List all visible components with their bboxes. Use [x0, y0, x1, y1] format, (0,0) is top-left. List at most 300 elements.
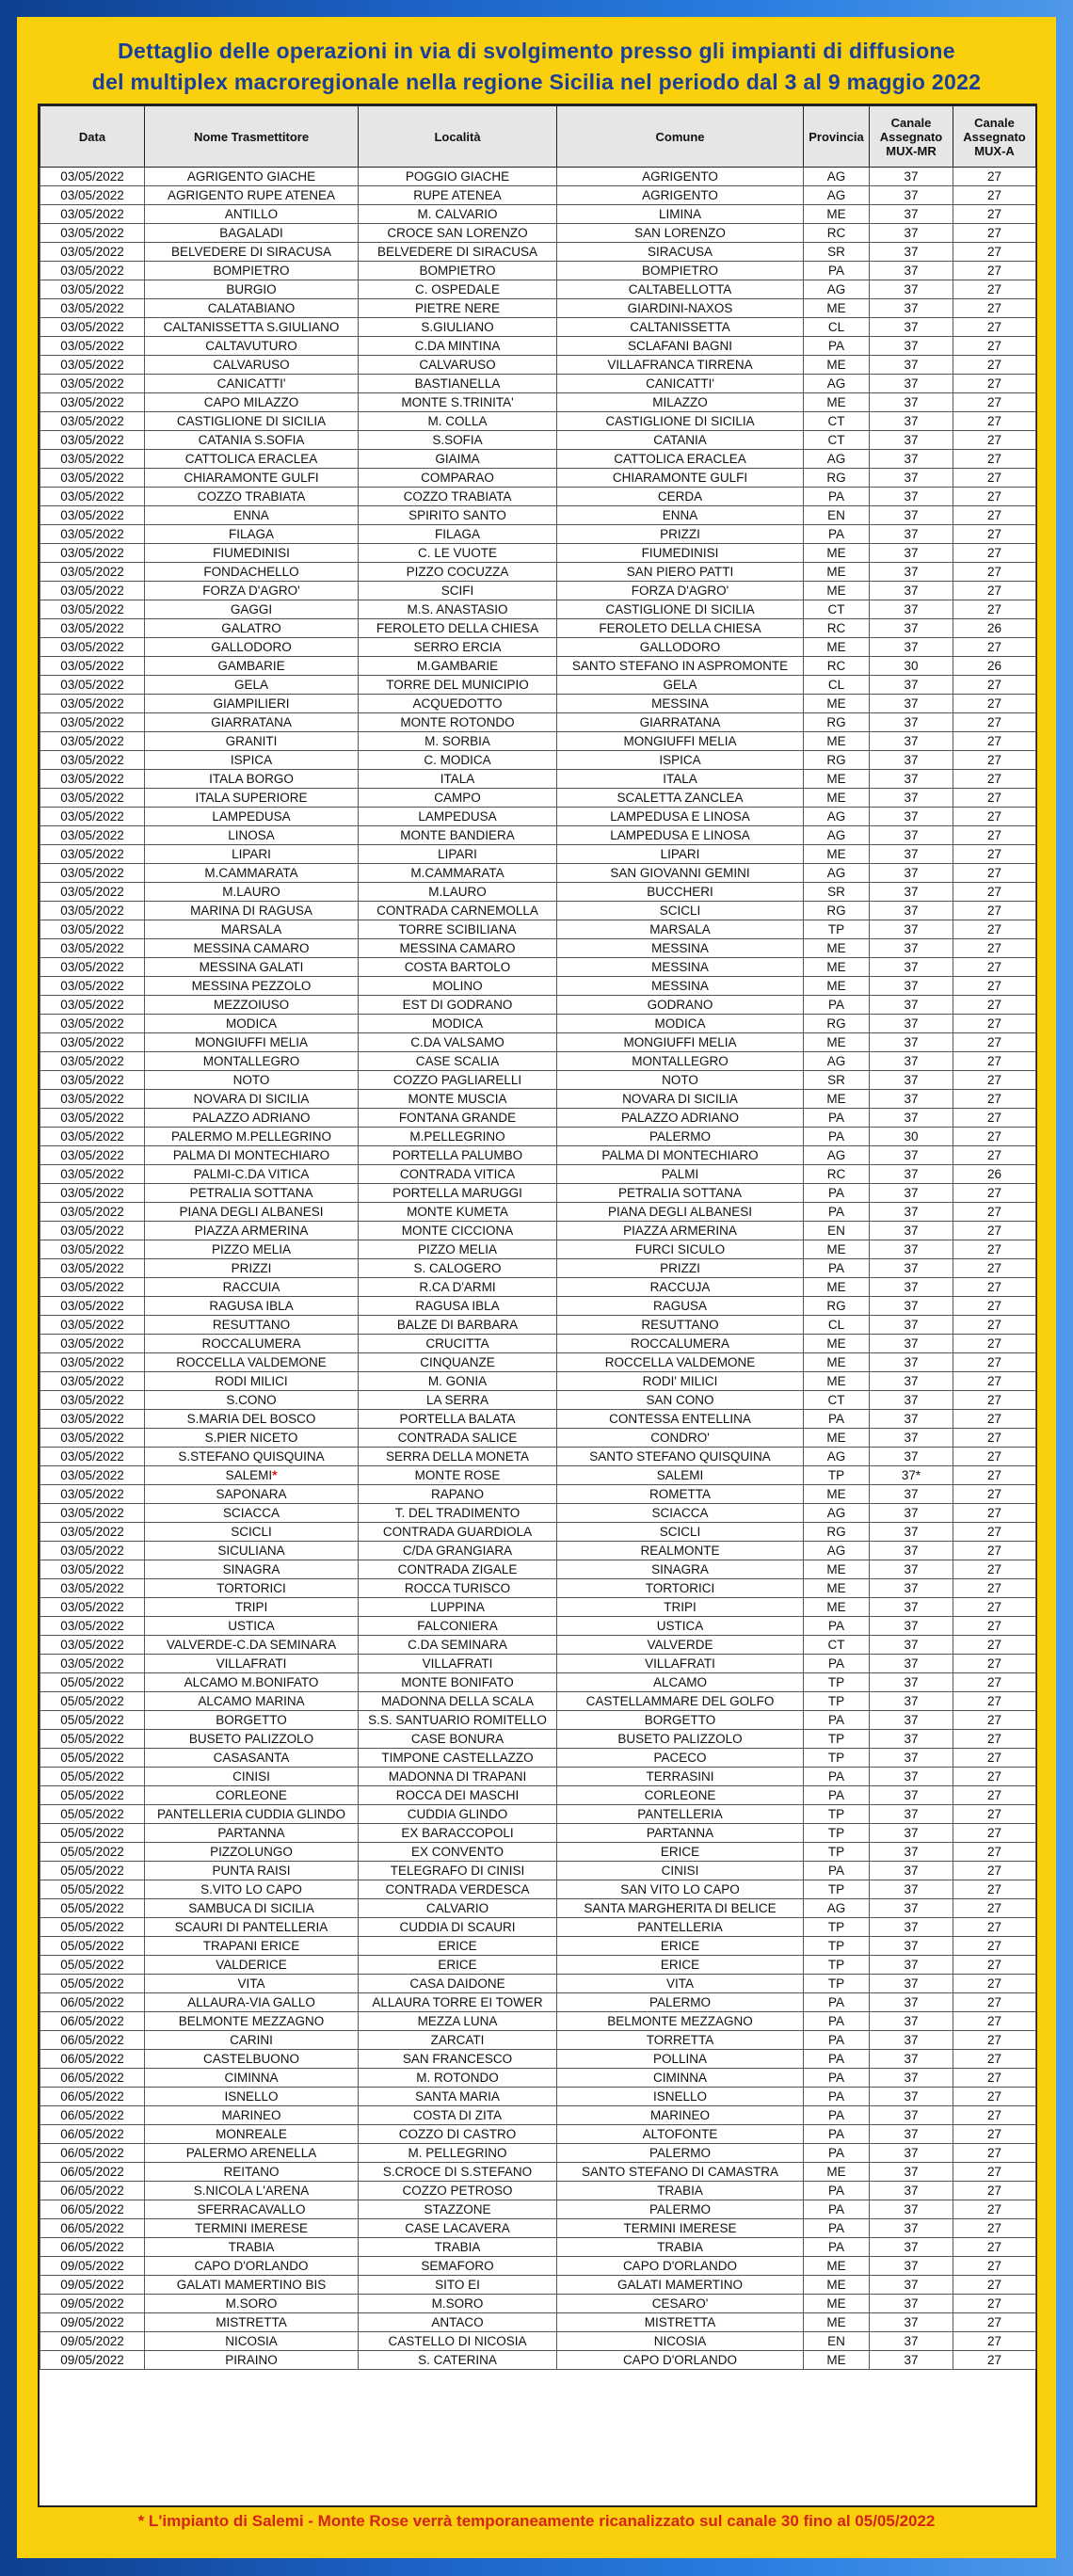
cell-mux-a: 27: [953, 845, 1036, 864]
table-row: [40, 1052, 1036, 1071]
cell-mux-a: 27: [953, 1448, 1036, 1466]
cell-date: 03/05/2022: [40, 996, 145, 1015]
cell-provincia: ME: [804, 770, 870, 789]
cell-mux-a: 27: [953, 920, 1036, 939]
cell-transmitter: CASASANTA: [145, 1749, 359, 1768]
cell-date: 03/05/2022: [40, 1448, 145, 1466]
cell-mux-mr: 37: [870, 2088, 953, 2106]
cell-provincia: CT: [804, 600, 870, 619]
cell-transmitter: FILAGA: [145, 525, 359, 544]
cell-localita: CRUCITTA: [359, 1335, 557, 1353]
cell-provincia: EN: [804, 1222, 870, 1240]
cell-localita: MONTE BANDIERA: [359, 826, 557, 845]
cell-transmitter: S.VITO LO CAPO: [145, 1880, 359, 1899]
cell-provincia: TP: [804, 920, 870, 939]
cell-comune: USTICA: [557, 1617, 804, 1636]
table-row: [40, 996, 1036, 1015]
table-row: [40, 920, 1036, 939]
cell-date: 03/05/2022: [40, 1165, 145, 1184]
cell-comune: GELA: [557, 676, 804, 695]
cell-mux-mr: 37: [870, 2163, 953, 2182]
cell-transmitter: TRABIA: [145, 2238, 359, 2257]
cell-localita: C/DA GRANGIARA: [359, 1542, 557, 1560]
cell-mux-mr: 37: [870, 186, 953, 205]
cell-mux-a: 27: [953, 977, 1036, 996]
cell-provincia: AG: [804, 1504, 870, 1523]
cell-localita: C.DA MINTINA: [359, 337, 557, 356]
cell-date: 03/05/2022: [40, 1278, 145, 1297]
cell-localita: M.GAMBARIE: [359, 657, 557, 676]
cell-mux-a: 27: [953, 1937, 1036, 1956]
cell-comune: PALMI: [557, 1165, 804, 1184]
cell-date: 09/05/2022: [40, 2313, 145, 2332]
cell-mux-mr: 37: [870, 619, 953, 638]
cell-mux-a: 27: [953, 638, 1036, 657]
cell-comune: MARINEO: [557, 2106, 804, 2125]
cell-localita: S. CATERINA: [359, 2351, 557, 2370]
cell-date: 03/05/2022: [40, 695, 145, 713]
cell-transmitter: SAPONARA: [145, 1485, 359, 1504]
cell-comune: PALERMO: [557, 2144, 804, 2163]
cell-provincia: AG: [804, 1146, 870, 1165]
cell-provincia: ME: [804, 638, 870, 657]
cell-mux-mr: 37: [870, 393, 953, 412]
cell-mux-mr: 37: [870, 713, 953, 732]
cell-provincia: PA: [804, 1128, 870, 1146]
cell-provincia: PA: [804, 2182, 870, 2200]
cell-date: 03/05/2022: [40, 318, 145, 337]
cell-comune: RESUTTANO: [557, 1316, 804, 1335]
cell-localita: LAMPEDUSA: [359, 808, 557, 826]
cell-mux-mr: 37: [870, 469, 953, 488]
cell-date: 05/05/2022: [40, 1918, 145, 1937]
cell-mux-a: 27: [953, 1843, 1036, 1862]
cell-comune: TRIPI: [557, 1598, 804, 1617]
cell-mux-mr: 37: [870, 1711, 953, 1730]
cell-comune: ERICE: [557, 1956, 804, 1975]
cell-mux-a: 27: [953, 1466, 1036, 1485]
cell-mux-mr: 37: [870, 582, 953, 600]
cell-comune: SCIACCA: [557, 1504, 804, 1523]
cell-mux-mr: 37: [870, 1448, 953, 1466]
cell-localita: POGGIO GIACHE: [359, 168, 557, 186]
cell-mux-mr: 37: [870, 2332, 953, 2351]
table-row: [40, 2182, 1036, 2200]
cell-provincia: RC: [804, 1165, 870, 1184]
cell-provincia: ME: [804, 1278, 870, 1297]
cell-transmitter: BELVEDERE DI SIRACUSA: [145, 243, 359, 262]
cell-date: 03/05/2022: [40, 1560, 145, 1579]
col-header-mux-a: Canale Assegnato MUX-A: [953, 106, 1036, 168]
cell-transmitter: GIAMPILIERI: [145, 695, 359, 713]
table-row: [40, 826, 1036, 845]
cell-transmitter: TRAPANI ERICE: [145, 1937, 359, 1956]
cell-mux-a: 27: [953, 1749, 1036, 1768]
cell-localita: ALLAURA TORRE EI TOWER: [359, 1993, 557, 2012]
cell-provincia: RC: [804, 619, 870, 638]
table-row: [40, 638, 1036, 657]
cell-comune: CATTOLICA ERACLEA: [557, 450, 804, 469]
cell-transmitter: S.MARIA DEL BOSCO: [145, 1410, 359, 1429]
cell-date: 03/05/2022: [40, 1466, 145, 1485]
cell-transmitter: RESUTTANO: [145, 1316, 359, 1335]
table-row: [40, 1316, 1036, 1335]
cell-date: 06/05/2022: [40, 2106, 145, 2125]
cell-mux-mr: 37: [870, 205, 953, 224]
table-row: [40, 356, 1036, 375]
cell-transmitter: MARINA DI RAGUSA: [145, 902, 359, 920]
cell-comune: TORRETTA: [557, 2031, 804, 2050]
cell-mux-mr: 37: [870, 1655, 953, 1673]
cell-date: 05/05/2022: [40, 1805, 145, 1824]
cell-provincia: ME: [804, 977, 870, 996]
table-row: [40, 582, 1036, 600]
cell-localita: C. OSPEDALE: [359, 280, 557, 299]
cell-mux-mr: 37: [870, 2012, 953, 2031]
cell-transmitter: LAMPEDUSA: [145, 808, 359, 826]
cell-mux-a: 27: [953, 1372, 1036, 1391]
cell-localita: R.CA D'ARMI: [359, 1278, 557, 1297]
cell-mux-a: 27: [953, 1768, 1036, 1786]
cell-mux-mr: 37: [870, 2144, 953, 2163]
cell-localita: SPIRITO SANTO: [359, 506, 557, 525]
cell-mux-a: 27: [953, 864, 1036, 883]
cell-mux-a: 27: [953, 1015, 1036, 1033]
cell-date: 03/05/2022: [40, 1203, 145, 1222]
cell-comune: BUSETO PALIZZOLO: [557, 1730, 804, 1749]
table-row: [40, 1278, 1036, 1297]
cell-transmitter: CATANIA S.SOFIA: [145, 431, 359, 450]
cell-comune: PRIZZI: [557, 1259, 804, 1278]
table-row: [40, 845, 1036, 864]
cell-comune: MARSALA: [557, 920, 804, 939]
cell-transmitter: S.CONO: [145, 1391, 359, 1410]
cell-comune: ERICE: [557, 1937, 804, 1956]
cell-mux-a: 27: [953, 1203, 1036, 1222]
cell-date: 03/05/2022: [40, 1071, 145, 1090]
cell-comune: MESSINA: [557, 695, 804, 713]
cell-transmitter: CHIARAMONTE GULFI: [145, 469, 359, 488]
table-row: [40, 2200, 1036, 2219]
cell-date: 09/05/2022: [40, 2332, 145, 2351]
cell-localita: M. PELLEGRINO: [359, 2144, 557, 2163]
cell-date: 03/05/2022: [40, 1297, 145, 1316]
cell-comune: SCLAFANI BAGNI: [557, 337, 804, 356]
table-row: [40, 1165, 1036, 1184]
cell-date: 03/05/2022: [40, 1598, 145, 1617]
cell-mux-a: 27: [953, 1560, 1036, 1579]
table-row: [40, 186, 1036, 205]
cell-provincia: RG: [804, 713, 870, 732]
table-row: [40, 2332, 1036, 2351]
cell-comune: POLLINA: [557, 2050, 804, 2069]
table-row: [40, 977, 1036, 996]
cell-transmitter: PIAZZA ARMERINA: [145, 1222, 359, 1240]
cell-transmitter: M.SORO: [145, 2295, 359, 2313]
cell-mux-mr: 37: [870, 1636, 953, 1655]
table-row: [40, 1466, 1036, 1485]
cell-mux-mr: 37: [870, 2031, 953, 2050]
cell-localita: MONTE KUMETA: [359, 1203, 557, 1222]
cell-transmitter: LIPARI: [145, 845, 359, 864]
cell-mux-mr: 37: [870, 1090, 953, 1109]
cell-mux-mr: 37: [870, 1880, 953, 1899]
cell-mux-mr: 37: [870, 563, 953, 582]
cell-mux-a: 27: [953, 450, 1036, 469]
table-row: [40, 1353, 1036, 1372]
cell-mux-a: 27: [953, 808, 1036, 826]
cell-comune: SALEMI: [557, 1466, 804, 1485]
cell-provincia: ME: [804, 2313, 870, 2332]
cell-mux-a: 27: [953, 1542, 1036, 1560]
cell-transmitter: SINAGRA: [145, 1560, 359, 1579]
cell-provincia: PA: [804, 1768, 870, 1786]
cell-provincia: EN: [804, 506, 870, 525]
cell-date: 09/05/2022: [40, 2257, 145, 2276]
cell-comune: ISNELLO: [557, 2088, 804, 2106]
cell-comune: PALAZZO ADRIANO: [557, 1109, 804, 1128]
cell-mux-mr: 37: [870, 280, 953, 299]
cell-date: 05/05/2022: [40, 1956, 145, 1975]
cell-comune: NOTO: [557, 1071, 804, 1090]
cell-mux-mr: 37: [870, 2351, 953, 2370]
cell-date: 03/05/2022: [40, 977, 145, 996]
cell-provincia: ME: [804, 1090, 870, 1109]
table-row: [40, 1203, 1036, 1222]
cell-provincia: CT: [804, 431, 870, 450]
cell-mux-a: 27: [953, 996, 1036, 1015]
cell-comune: CANICATTI': [557, 375, 804, 393]
cell-localita: MONTE BONIFATO: [359, 1673, 557, 1692]
cell-localita: CAMPO: [359, 789, 557, 808]
table-row: [40, 318, 1036, 337]
cell-comune: SANTO STEFANO IN ASPROMONTE: [557, 657, 804, 676]
cell-date: 03/05/2022: [40, 1259, 145, 1278]
cell-localita: SERRA DELLA MONETA: [359, 1448, 557, 1466]
cell-date: 06/05/2022: [40, 2050, 145, 2069]
cell-date: 03/05/2022: [40, 186, 145, 205]
cell-mux-mr: 37: [870, 751, 953, 770]
cell-date: 05/05/2022: [40, 1768, 145, 1786]
cell-localita: COZZO PAGLIARELLI: [359, 1071, 557, 1090]
table-row: [40, 619, 1036, 638]
cell-provincia: ME: [804, 1579, 870, 1598]
table-row: [40, 2163, 1036, 2182]
cell-transmitter: LINOSA: [145, 826, 359, 845]
cell-localita: ROCCA TURISCO: [359, 1579, 557, 1598]
cell-comune: TORTORICI: [557, 1579, 804, 1598]
table-row: [40, 506, 1036, 525]
cell-localita: BELVEDERE DI SIRACUSA: [359, 243, 557, 262]
cell-comune: ROCCALUMERA: [557, 1335, 804, 1353]
cell-mux-mr: 37: [870, 939, 953, 958]
cell-provincia: ME: [804, 1033, 870, 1052]
cell-localita: FALCONIERA: [359, 1617, 557, 1636]
cell-date: 05/05/2022: [40, 1937, 145, 1956]
cell-mux-mr: 37: [870, 920, 953, 939]
cell-transmitter: SAMBUCA DI SICILIA: [145, 1899, 359, 1918]
cell-comune: TRABIA: [557, 2182, 804, 2200]
cell-date: 06/05/2022: [40, 2088, 145, 2106]
cell-comune: FIUMEDINISI: [557, 544, 804, 563]
cell-comune: MILAZZO: [557, 393, 804, 412]
cell-comune: LAMPEDUSA E LINOSA: [557, 826, 804, 845]
cell-date: 03/05/2022: [40, 525, 145, 544]
cell-mux-a: 27: [953, 1523, 1036, 1542]
cell-provincia: ME: [804, 393, 870, 412]
cell-date: 03/05/2022: [40, 845, 145, 864]
cell-mux-mr: 37: [870, 168, 953, 186]
cell-mux-a: 27: [953, 318, 1036, 337]
cell-transmitter: CALVARUSO: [145, 356, 359, 375]
cell-provincia: TP: [804, 1937, 870, 1956]
cell-date: 03/05/2022: [40, 1109, 145, 1128]
cell-mux-mr: 37: [870, 243, 953, 262]
cell-provincia: RC: [804, 224, 870, 243]
cell-transmitter: PALMA DI MONTECHIARO: [145, 1146, 359, 1165]
cell-localita: ANTACO: [359, 2313, 557, 2332]
cell-transmitter: MODICA: [145, 1015, 359, 1033]
cell-transmitter: GALATRO: [145, 619, 359, 638]
cell-comune: CATANIA: [557, 431, 804, 450]
cell-date: 03/05/2022: [40, 808, 145, 826]
cell-mux-a: 27: [953, 1579, 1036, 1598]
cell-provincia: RG: [804, 469, 870, 488]
cell-transmitter: COZZO TRABIATA: [145, 488, 359, 506]
cell-comune: CINISI: [557, 1862, 804, 1880]
cell-transmitter: CALTANISSETTA S.GIULIANO: [145, 318, 359, 337]
cell-comune: NICOSIA: [557, 2332, 804, 2351]
cell-localita: PORTELLA PALUMBO: [359, 1146, 557, 1165]
cell-date: 05/05/2022: [40, 1711, 145, 1730]
cell-mux-mr: 37: [870, 826, 953, 845]
cell-date: 03/05/2022: [40, 469, 145, 488]
cell-date: 03/05/2022: [40, 1542, 145, 1560]
cell-transmitter: VILLAFRATI: [145, 1655, 359, 1673]
cell-comune: PIAZZA ARMERINA: [557, 1222, 804, 1240]
cell-comune: SINAGRA: [557, 1560, 804, 1579]
cell-mux-a: 27: [953, 826, 1036, 845]
cell-mux-mr: 37: [870, 1542, 953, 1560]
cell-provincia: CL: [804, 318, 870, 337]
table-row: [40, 1240, 1036, 1259]
cell-localita: LUPPINA: [359, 1598, 557, 1617]
cell-date: 03/05/2022: [40, 1523, 145, 1542]
cell-date: 05/05/2022: [40, 1749, 145, 1768]
cell-mux-a: 27: [953, 1598, 1036, 1617]
cell-provincia: TP: [804, 1673, 870, 1692]
cell-date: 03/05/2022: [40, 789, 145, 808]
cell-date: 03/05/2022: [40, 939, 145, 958]
cell-mux-mr: 37: [870, 1146, 953, 1165]
cell-mux-a: 27: [953, 1862, 1036, 1880]
table-row: [40, 2219, 1036, 2238]
cell-transmitter: SALEMI*: [145, 1466, 359, 1485]
cell-mux-a: 27: [953, 2031, 1036, 2050]
cell-date: 05/05/2022: [40, 1692, 145, 1711]
cell-localita: PORTELLA BALATA: [359, 1410, 557, 1429]
page-title: [17, 36, 1056, 98]
cell-localita: BASTIANELLA: [359, 375, 557, 393]
cell-transmitter: GAMBARIE: [145, 657, 359, 676]
cell-date: 03/05/2022: [40, 1636, 145, 1655]
cell-localita: SANTA MARIA: [359, 2088, 557, 2106]
cell-transmitter: CORLEONE: [145, 1786, 359, 1805]
cell-mux-a: 27: [953, 506, 1036, 525]
cell-mux-mr: 37: [870, 1033, 953, 1052]
table-row: [40, 2351, 1036, 2370]
cell-localita: CONTRADA GUARDIOLA: [359, 1523, 557, 1542]
cell-mux-a: 27: [953, 431, 1036, 450]
cell-date: 03/05/2022: [40, 1429, 145, 1448]
cell-transmitter: PALERMO M.PELLEGRINO: [145, 1128, 359, 1146]
cell-comune: CALTABELLOTTA: [557, 280, 804, 299]
table-row: [40, 1259, 1036, 1278]
table-row: [40, 1786, 1036, 1805]
table-row: [40, 2050, 1036, 2069]
cell-mux-mr: 37: [870, 1956, 953, 1975]
cell-provincia: ME: [804, 695, 870, 713]
table-row: [40, 1918, 1036, 1937]
cell-mux-mr: 37: [870, 2069, 953, 2088]
table-row: [40, 1862, 1036, 1880]
cell-mux-a: 27: [953, 1617, 1036, 1636]
cell-date: 03/05/2022: [40, 393, 145, 412]
cell-mux-mr: 37: [870, 356, 953, 375]
cell-date: 03/05/2022: [40, 1184, 145, 1203]
cell-localita: S.CROCE DI S.STEFANO: [359, 2163, 557, 2182]
cell-mux-a: 27: [953, 2012, 1036, 2031]
cell-localita: CASE BONURA: [359, 1730, 557, 1749]
cell-date: 09/05/2022: [40, 2295, 145, 2313]
cell-mux-mr: 37: [870, 1353, 953, 1372]
cell-comune: CIMINNA: [557, 2069, 804, 2088]
cell-transmitter: ALCAMO MARINA: [145, 1692, 359, 1711]
cell-transmitter: GALLODORO: [145, 638, 359, 657]
cell-mux-a: 27: [953, 902, 1036, 920]
cell-localita: ACQUEDOTTO: [359, 695, 557, 713]
cell-comune: MESSINA: [557, 958, 804, 977]
table-row: [40, 1542, 1036, 1560]
cell-date: 09/05/2022: [40, 2351, 145, 2370]
cell-localita: CASE LACAVERA: [359, 2219, 557, 2238]
cell-mux-a: 27: [953, 600, 1036, 619]
cell-mux-mr: 37: [870, 1862, 953, 1880]
cell-date: 03/05/2022: [40, 902, 145, 920]
table-row: [40, 1523, 1036, 1542]
cell-provincia: PA: [804, 1655, 870, 1673]
cell-provincia: PA: [804, 2238, 870, 2257]
cell-mux-mr: 37: [870, 2257, 953, 2276]
cell-provincia: TP: [804, 1843, 870, 1862]
cell-mux-mr: 37: [870, 488, 953, 506]
cell-transmitter: FIUMEDINISI: [145, 544, 359, 563]
cell-provincia: ME: [804, 2351, 870, 2370]
cell-transmitter: BOMPIETRO: [145, 262, 359, 280]
table-row: [40, 224, 1036, 243]
cell-mux-a: 27: [953, 1109, 1036, 1128]
cell-mux-a: 27: [953, 1278, 1036, 1297]
cell-mux-mr: 30: [870, 1128, 953, 1146]
cell-provincia: ME: [804, 939, 870, 958]
cell-localita: ITALA: [359, 770, 557, 789]
cell-localita: SITO EI: [359, 2276, 557, 2295]
cell-localita: MOLINO: [359, 977, 557, 996]
cell-mux-a: 27: [953, 243, 1036, 262]
cell-localita: COZZO PETROSO: [359, 2182, 557, 2200]
cell-provincia: RG: [804, 1015, 870, 1033]
cell-transmitter: GALATI MAMERTINO BIS: [145, 2276, 359, 2295]
